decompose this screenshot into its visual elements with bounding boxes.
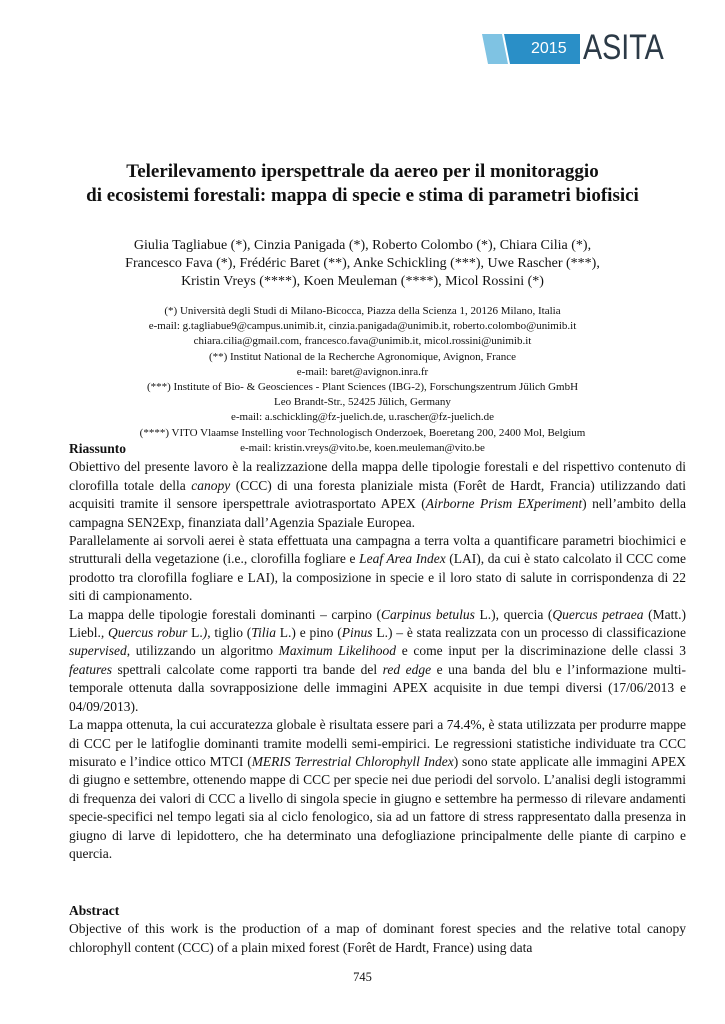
italic-term: features	[69, 661, 112, 677]
affiliation-line: Leo Brandt-Str., 52425 Jülich, Germany	[274, 396, 451, 409]
paper-title	[40, 160, 685, 208]
italic-term: red edge	[382, 661, 432, 677]
riassunto-paragraph: La mappa delle tipologie forestali dominanti – carpino (Carpinus betulus L.), quercia (Quercus petraea (Matt.) Liebl., Quercus robur L.), tiglio (Tilia L.) e pino (Pinus L.) – è stata realizzata con un processo di classificazione supervised, utilizzando un algoritmo Maximum Likelihood e come input per la discriminazione delle classi 3 features spettrali calcolate come rapporti tra bande del red edge e una banda del blu e l’informazione multi-temporale ottenuta dalla sovrapposizione delle immagini APEX acquisite in due tempi diversi (17/06/2013 e 04/09/2013).	[69, 606, 687, 714]
italic-term: canopy	[191, 477, 231, 493]
affiliation-line: (*) Università degli Studi di Milano-Bicocca, Piazza della Scienza 1, 20126 Milano, Italia	[164, 305, 561, 317]
title-line-1: Telerilevamento iperspettrale da aereo per il monitoraggio	[126, 161, 599, 182]
italic-term: supervised	[69, 643, 127, 659]
abstract-heading: Abstract	[69, 903, 120, 918]
riassunto-paragraph: La mappa ottenuta, la cui accuratezza globale è risultata essere pari a 74.4%, è stata utilizzata per produrre mappe di CCC per le latifoglie dominanti tramite modelli semi-empirici. Le regressioni statistiche individuate tra CCC misurato e l’indice ottico MTCI (MERIS Terrestrial Chlorophyll Index) sono state applicate alle immagini APEX di giugno e settembre, ottenendo mappe di CCC per specie nei due periodi del sorvolo. L’analisi degli istogrammi di frequenza dei valori di CCC a livello di singola specie in giugno e settembre ha permesso di rilevare andamenti specie-specifici nel tempo legati sia al ciclo fenologico, sia ad un fattore di stress rappresentato dalla presenza in giugno di larve di lepidottero, che ha determinato una defogliazione principalmente delle piante di carpino e quercia.	[69, 717, 686, 861]
affiliations	[40, 304, 685, 456]
author-line: Francesco Fava (*), Frédéric Baret (**), Anke Schickling (***), Uwe Rascher (***),	[125, 256, 600, 271]
logo-year: 2015	[531, 40, 567, 57]
italic-term: Airborne Prism EXperiment	[425, 496, 583, 512]
affiliation-line: (***) Institute of Bio- & Geosciences - Plant Sciences (IBG-2), Forschungszentrum Jülich GmbH	[146, 381, 579, 394]
affiliation-line: e-mail: a.schickling@fz-juelich.de, u.rascher@fz-juelich.de	[230, 411, 495, 424]
affiliation-line: (**) Institut National de la Recherche Agronomique, Avignon, France	[208, 350, 517, 363]
abstract-section	[69, 902, 686, 957]
italic-term: Leaf Area Index	[359, 551, 446, 567]
italic-term: Carpinus betulus	[381, 606, 475, 622]
riassunto-heading: Riassunto	[69, 441, 127, 456]
abstract-paragraph: Objective of this work is the production of a map of dominant forest species and the relative total canopy chlorophyll content (CCC) of a plain mixed forest (Forêt de Hardt, France) using data	[69, 921, 686, 955]
italic-term: Quercus robur	[108, 625, 188, 641]
riassunto-paragraph: Obiettivo del presente lavoro è la realizzazione della mappa delle tipologie forestali e del rispettivo contenuto di clorofilla totale della canopy (CCC) di una foresta planiziale mista (Forêt de Hardt, Francia) utilizzando dati acquisiti tramite il sensore iperspettrale aviotrasportato APEX (Airborne Prism EXperiment) nell’ambito della campagna SEN2Exp, finanziata dall’Agenzia Spaziale Europea.	[69, 459, 687, 530]
author-list	[40, 237, 685, 291]
page-number: 745	[353, 970, 372, 984]
italic-term: Tilia	[251, 625, 276, 641]
author-line: Kristin Vreys (****), Koen Meuleman (****), Micol Rossini (*)	[181, 274, 544, 289]
logo-brand: ASITA	[583, 28, 664, 67]
author-line: Giulia Tagliabue (*), Cinzia Panigada (*), Roberto Colombo (*), Chiara Cilia (*),	[133, 238, 592, 253]
italic-term: Quercus petraea	[552, 606, 644, 622]
italic-term: )	[202, 625, 208, 641]
italic-term: ,	[100, 625, 105, 641]
asita-logo	[482, 28, 664, 67]
affiliation-line: e-mail: kristin.vreys@vito.be, koen.meuleman@vito.be	[240, 441, 485, 454]
affiliation-line: (****) VITO Vlaamse Instelling voor Technologisch Onderzoek, Boeretang 200, 2400 Mol, Belgium	[139, 426, 586, 439]
title-line-2: di ecosistemi forestali: mappa di specie e stima di parametri biofisici	[86, 185, 639, 206]
riassunto-section	[69, 440, 686, 863]
affiliation-line: e-mail: baret@avignon.inra.fr	[296, 365, 429, 378]
affiliation-line: chiara.cilia@gmail.com, francesco.fava@unimib.it, micol.rossini@unimib.it	[193, 335, 532, 348]
italic-term: Maximum Likelihood	[278, 643, 397, 659]
italic-term: MERIS Terrestrial Chlorophyll Index	[251, 753, 454, 769]
affiliation-line: e-mail: g.tagliabue9@campus.unimib.it, cinzia.panigada@unimib.it, roberto.colombo@unimib.it	[148, 320, 577, 333]
riassunto-paragraph: Parallelamente ai sorvoli aerei è stata effettuata una campagna a terra volta a quantificare parametri biochimici e strutturali della vegetazione (i.e., clorofilla fogliare e Leaf Area Index (LAI), da cui è stato calcolato il CCC come prodotto tra clorofilla fogliare e LAI), la composizione in specie e il loro stato di salute in corrispondenza di 22 siti di campionamento.	[69, 533, 686, 604]
italic-term: Pinus	[341, 625, 373, 641]
